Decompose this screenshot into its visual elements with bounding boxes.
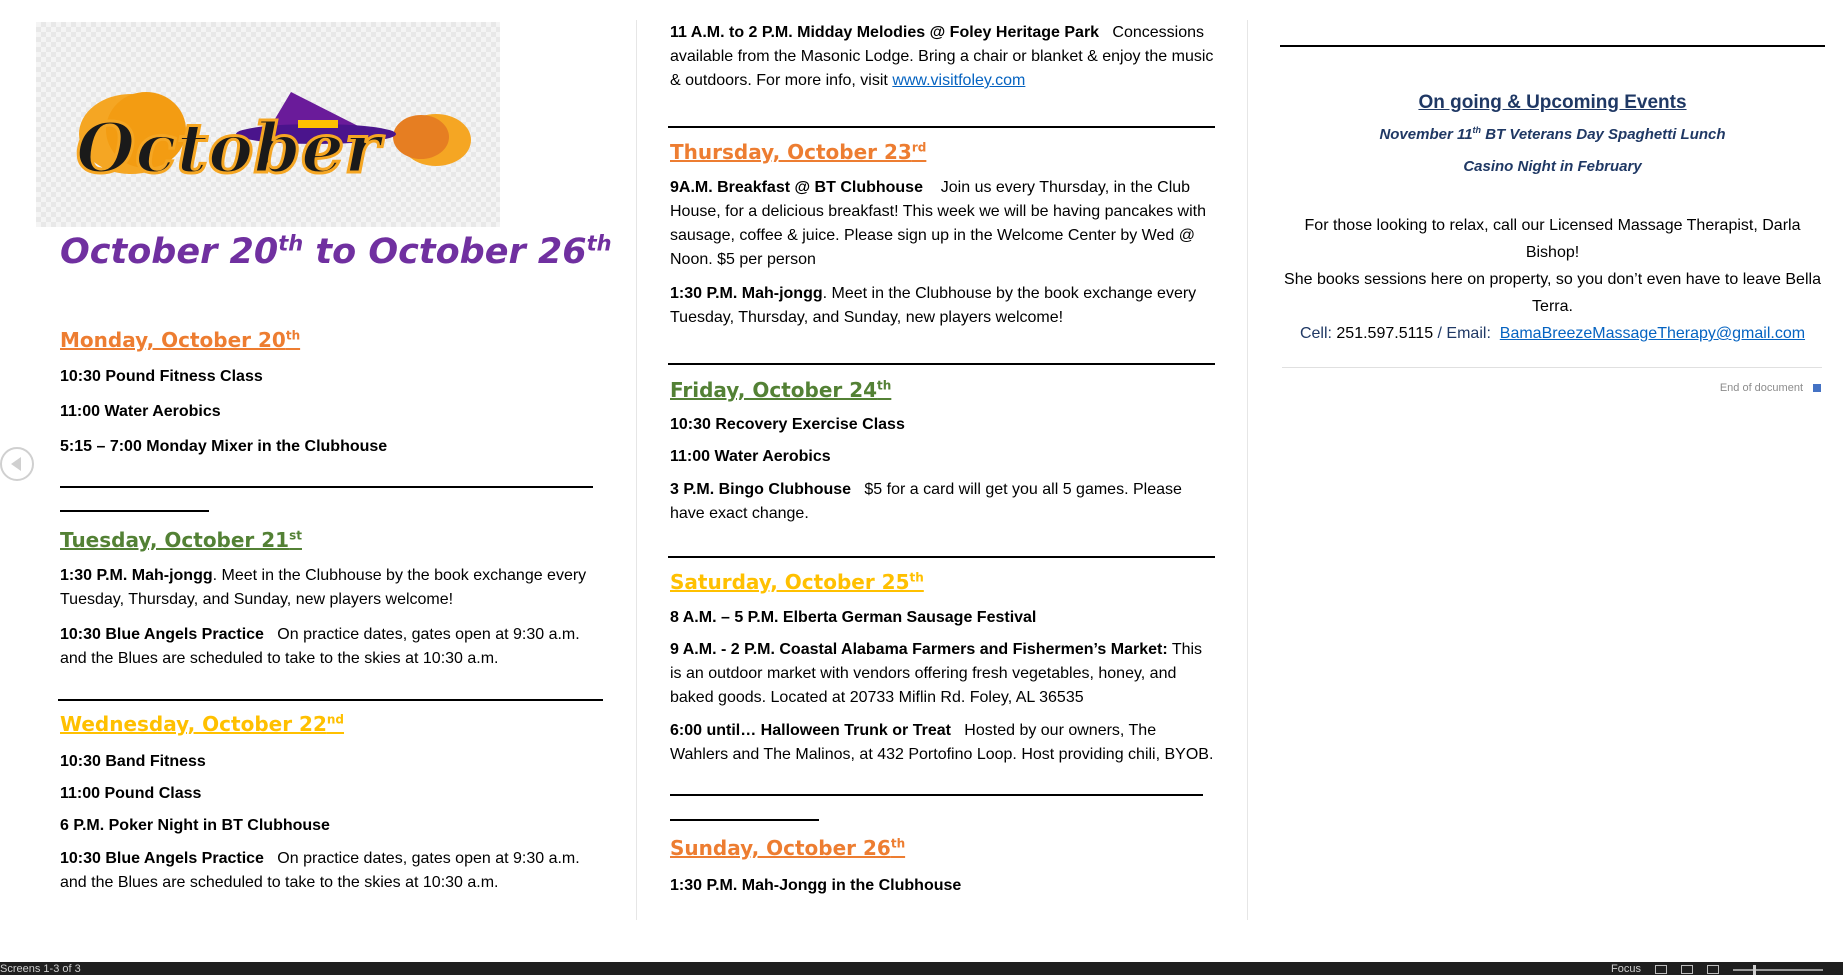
wednesday-item: 11:00 Pound Class (60, 785, 202, 802)
wednesday-item: 10:30 Blue Angels Practice On practice dates, gates open at 9:30 a.m. and the Blues are scheduled to take to the skies at 10:30 a.m. (60, 850, 580, 891)
thursday-heading: Thursday, October 23rd (670, 140, 927, 164)
sunday-item: 1:30 P.M. Mah-Jongg in the Clubhouse (670, 877, 962, 894)
previous-screen-button[interactable] (0, 447, 34, 481)
section-divider (60, 486, 593, 488)
zoom-slider[interactable] (1733, 969, 1823, 971)
massage-line: She books sessions here on property, so you don’t even have to leave Bella Terra. (1284, 271, 1821, 315)
massage-info (1282, 212, 1823, 347)
wednesday-heading: Wednesday, October 22nd (60, 712, 345, 736)
section-divider (668, 126, 1215, 128)
saturday-item: 8 A.M. – 5 P.M. Elberta German Sausage Festival (670, 609, 1037, 626)
upcoming-event: November 11th BT Veterans Day Spaghetti Lunch (1379, 125, 1726, 143)
friday-heading: Friday, October 24th (670, 378, 892, 402)
contact-line: Cell: 251.597.5115 / Email: BamaBreezeMassageTherapy@gmail.com (1299, 325, 1806, 342)
tuesday-item: 1:30 P.M. Mah-jongg. Meet in the Clubhouse by the book exchange every Tuesday, Thursday, and Sunday, new players welcome! (60, 567, 587, 608)
column-separator (1247, 20, 1248, 920)
thursday-item: 9A.M. Breakfast @ BT Clubhouse Join us every Thursday, in the Club House, for a delicious breakfast! This week we will be having pancakes with sausage, coffee & juice. Please sign up in the Welcome Center by Wed @ Noon. $5 per person (670, 179, 1206, 268)
column-separator (636, 20, 637, 920)
logo-text: October (76, 109, 381, 189)
saturday-item: 6:00 until… Halloween Trunk or Treat Hosted by our owners, The Wahlers and The Malinos, at 432 Portofino Loop. Host providing chili, BYOB. (670, 722, 1214, 763)
section-divider (1280, 45, 1825, 47)
wednesday-item: 10:30 Band Fitness (60, 753, 206, 770)
upcoming-events-title: On going & Upcoming Events (1418, 92, 1687, 113)
saturday-item: 9 A.M. - 2 P.M. Coastal Alabama Farmers and Fishermen’s Market: This is an outdoor market with vendors offering fresh vegetables, honey, and baked goods. Located at 20733 Miflin Rd. Foley, AL 36535 (670, 641, 1203, 706)
monday-item: 5:15 – 7:00 Monday Mixer in the Clubhouse (60, 438, 388, 455)
visitfoley-link[interactable]: www.visitfoley.com (892, 72, 1026, 89)
week-title: October 20th to October 26th (60, 231, 612, 272)
saturday-heading: Saturday, October 25th (670, 570, 924, 594)
october-logo-image (36, 22, 500, 227)
section-divider (670, 794, 1203, 796)
screen-count: Screens 1-3 of 3 (0, 963, 81, 975)
thursday-item: 1:30 P.M. Mah-jongg. Meet in the Clubhouse by the book exchange every Tuesday, Thursday, and Sunday, new players welcome! (670, 285, 1197, 326)
section-divider (668, 363, 1215, 365)
tuesday-item: 10:30 Blue Angels Practice On practice dates, gates open at 9:30 a.m. and the Blues are scheduled to take to the skies at 10:30 a.m. (60, 626, 580, 667)
monday-heading: Monday, October 20th (60, 328, 301, 352)
october-pumpkin-graphic (36, 22, 500, 227)
friday-item: 3 P.M. Bingo Clubhouse $5 for a card will get you all 5 games. Please have exact change. (670, 481, 1182, 522)
massage-line: For those looking to relax, call our Licensed Massage Therapist, Darla Bishop! (1304, 217, 1801, 261)
section-divider (58, 699, 603, 701)
end-of-document-marker: End of document (1720, 382, 1821, 394)
section-divider (60, 510, 209, 512)
end-of-document-line (1282, 367, 1822, 368)
monday-item: 10:30 Pound Fitness Class (60, 368, 263, 385)
monday-item: 11:00 Water Aerobics (60, 403, 221, 420)
focus-button[interactable]: Focus (1611, 963, 1641, 975)
midday-melodies-item: 11 A.M. to 2 P.M. Midday Melodies @ Foley Heritage Park Concessions available from the Masonic Lodge. Bring a chair or blanket & enjoy the music & outdoors. For more info, visit www.visitfoley.com (670, 24, 1214, 89)
friday-item: 11:00 Water Aerobics (670, 448, 831, 465)
web-layout-icon[interactable] (1707, 965, 1719, 974)
status-bar (0, 962, 1843, 975)
tuesday-heading: Tuesday, October 21st (60, 528, 302, 552)
section-divider (670, 819, 819, 821)
email-link[interactable]: BamaBreezeMassageTherapy@gmail.com (1499, 325, 1806, 342)
section-divider (668, 556, 1215, 558)
friday-item: 10:30 Recovery Exercise Class (670, 416, 905, 433)
wednesday-item: 6 P.M. Poker Night in BT Clubhouse (60, 817, 330, 834)
sunday-heading: Sunday, October 26th (670, 836, 906, 860)
print-layout-icon[interactable] (1681, 965, 1693, 974)
square-icon (1813, 384, 1821, 392)
upcoming-event: Casino Night in February (1463, 158, 1642, 175)
read-mode-icon[interactable] (1655, 965, 1667, 974)
